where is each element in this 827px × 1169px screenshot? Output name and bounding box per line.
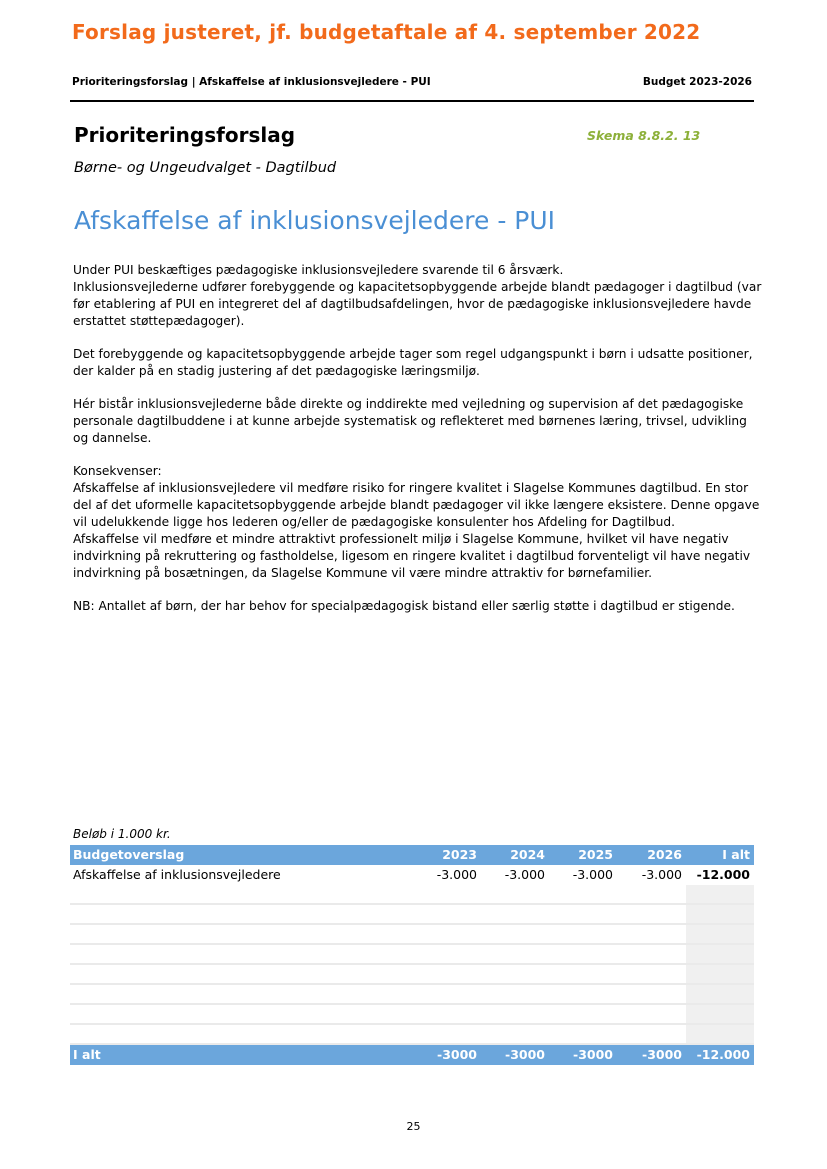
empty-table-row <box>70 985 754 1005</box>
table-total-cell: -12.000 <box>696 1047 750 1062</box>
table-cell: -3.000 <box>641 867 682 882</box>
table-total-cell: -3000 <box>573 1047 613 1062</box>
table-header-cell: 2025 <box>578 847 613 862</box>
table-header-row <box>70 845 754 865</box>
budget-table <box>70 845 754 1065</box>
empty-table-row <box>70 925 754 945</box>
body-text <box>73 262 763 631</box>
table-total-cell: -3000 <box>642 1047 682 1062</box>
empty-table-row <box>70 1025 754 1045</box>
empty-table-row <box>70 965 754 985</box>
table-header-cell: 2023 <box>442 847 477 862</box>
table-header-cell: 2026 <box>647 847 682 862</box>
page-title: Prioriteringsforslag <box>74 123 296 147</box>
main-heading: Afskaffelse af inklusionsvejledere - PUI <box>74 206 556 235</box>
banner-title: Forslag justeret, jf. budgetaftale af 4. september 2022 <box>72 20 701 44</box>
paragraph: Konsekvenser: Afskaffelse af inklusionsvejledere vil medføre risiko for ringere kvalitet i Slagelse Kommunes dagtilbud. En stor del af det uformelle kapacitetsopbyggende arbejde blandt pædagoger vil ikke længere eksistere. Denne opgave vil udelukkende ligge hos lederen og/eller de pædagogiske konsulenter hos Afdeling for Dagtilbud. Afskaffelse vil medføre et mindre attraktivt professionelt miljø i Slagelse Kommune, hvilket vil have negativ indvirkning på rekruttering og fastholdelse, ligesom en ringere kvalitet i dagtilbud forventeligt vil have negativ indvirkning på bosætningen, da Slagelse Kommune vil være mindre attraktiv for børnefamilier. <box>73 464 760 580</box>
paragraph: Hér bistår inklusionsvejlederne både direkte og inddirekte med vejledning og supervision af det pædagogiske personale dagtilbuddene i at kunne arbejde systematisk og reflekteret med børnenes læring, trivsel, udvikling og dannelse. <box>73 397 747 445</box>
subtitle: Børne- og Ungeudvalget - Dagtilbud <box>74 160 337 176</box>
page-number: 25 <box>406 1120 421 1133</box>
table-cell: Afskaffelse af inklusionsvejledere <box>73 867 281 882</box>
table-cell: -3.000 <box>436 867 477 882</box>
amount-note: Beløb i 1.000 kr. <box>73 827 171 841</box>
table-total-cell: -3000 <box>437 1047 477 1062</box>
empty-table-row <box>70 945 754 965</box>
paragraph: NB: Antallet af børn, der har behov for specialpædagogisk bistand eller særlig støtte i dagtilbud er stigende. <box>73 599 735 613</box>
table-cell: -3.000 <box>504 867 545 882</box>
empty-table-row <box>70 885 754 905</box>
table-total-cell: I alt <box>73 1047 101 1062</box>
table-total-row <box>70 1045 754 1065</box>
header-left: Prioriteringsforslag | Afskaffelse af inklusionsvejledere - PUI <box>72 76 431 88</box>
table-total-cell: -3000 <box>505 1047 545 1062</box>
table-header-cell: Budgetoverslag <box>73 847 185 862</box>
empty-table-row <box>70 905 754 925</box>
paragraph: Under PUI beskæftiges pædagogiske inklusionsvejledere svarende til 6 årsværk. Inklusionsvejlederne udfører forebyggende og kapacitetsopbyggende arbejde blandt pædagoger i dagtilbud (var før etablering af PUI en integreret del af dagtilbudsafdelingen, hvor de pædagogiske inklusionsvejledere havde erstattet støttepædagoger). <box>73 263 762 328</box>
table-header-cell: I alt <box>722 847 750 862</box>
table-header-cell: 2024 <box>510 847 545 862</box>
paragraph: Det forebyggende og kapacitetsopbyggende arbejde tager som regel udgangspunkt i børn i udsatte positioner, der kalder på en stadig justering af det pædagogiske læringsmiljø. <box>73 347 753 378</box>
empty-table-row <box>70 1005 754 1025</box>
table-row <box>70 865 754 885</box>
skema-label: Skema 8.8.2. 13 <box>587 128 701 143</box>
header-right: Budget 2023-2026 <box>642 76 752 88</box>
table-cell: -12.000 <box>696 867 750 882</box>
header-rule <box>70 100 754 102</box>
table-cell: -3.000 <box>572 867 613 882</box>
